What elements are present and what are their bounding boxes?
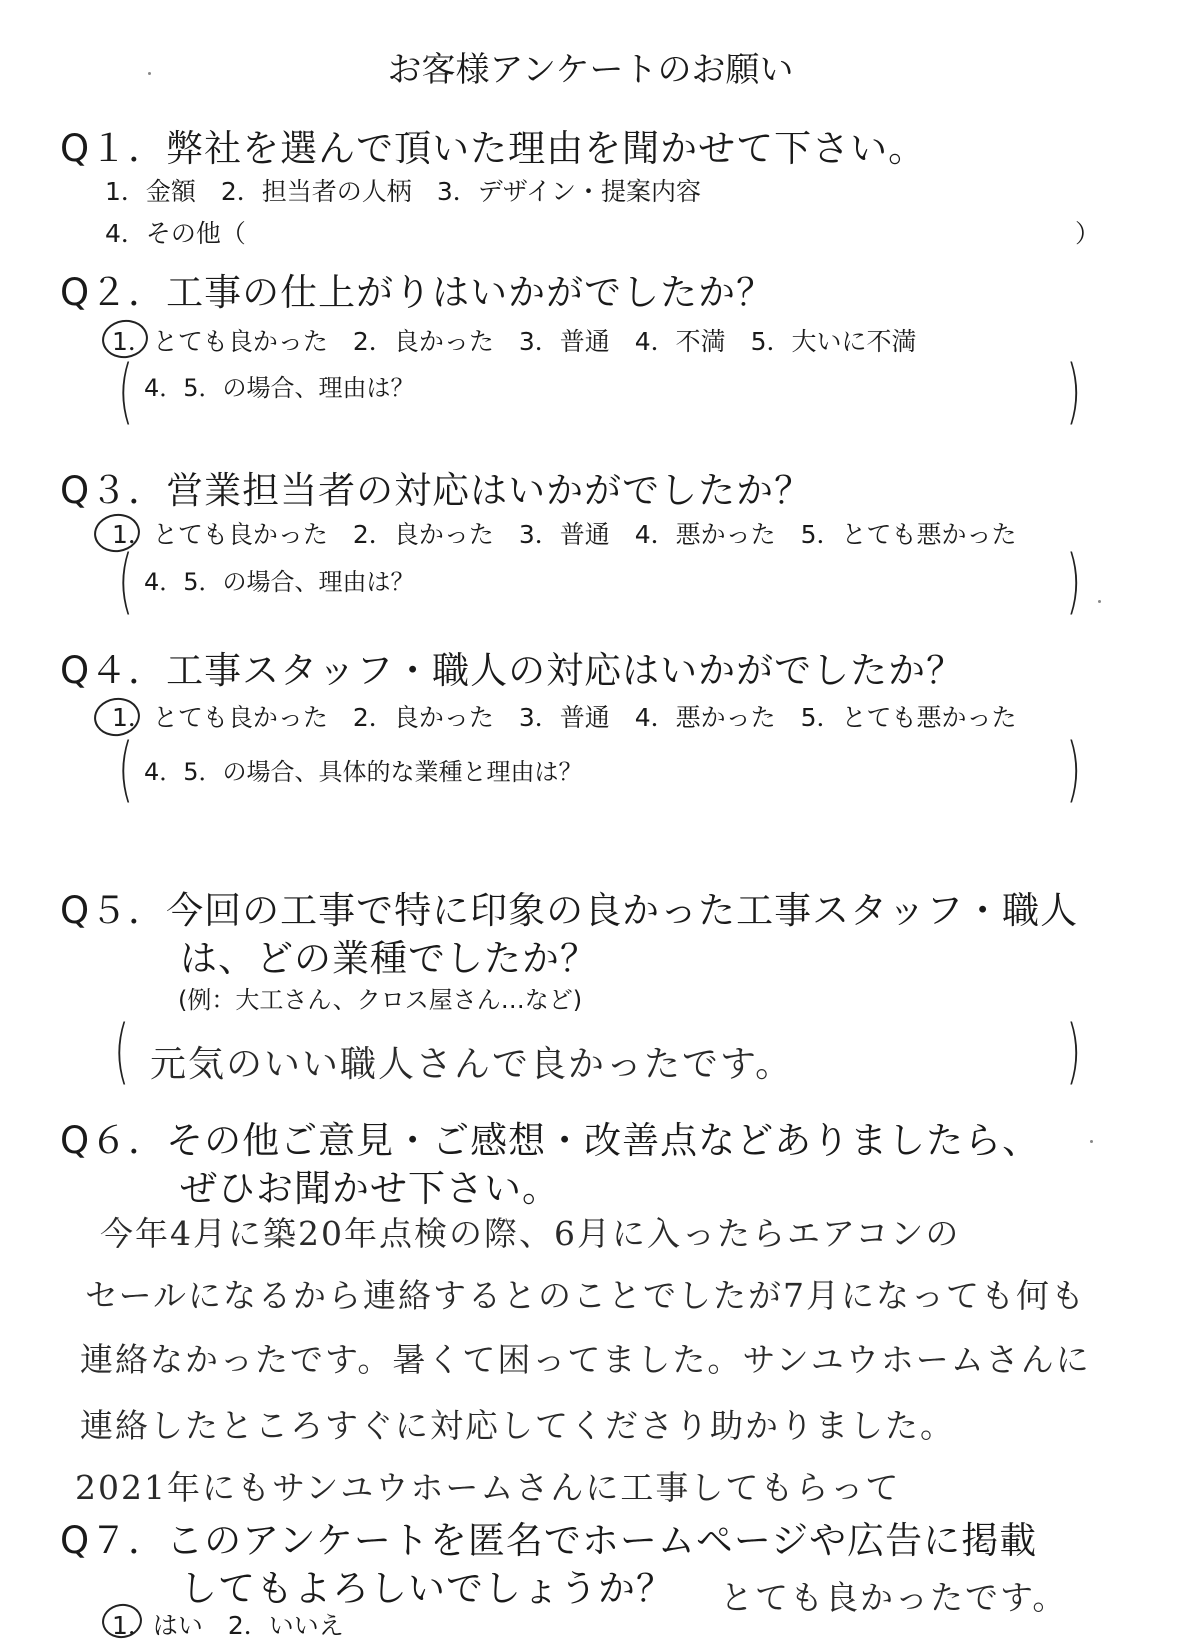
q1-question: Q１．弊社を選んで頂いた理由を聞かせて下さい。 — [60, 127, 927, 170]
q7-handwritten-note: とても良かったです。 — [720, 1578, 1068, 1617]
q4-options: 1．とても良かった 2．良かった 3．普通 4．悪かった 5．とても悪かった — [112, 703, 1017, 732]
q6-question-line2: ぜひお聞かせ下さい。 — [180, 1167, 560, 1210]
q2-options: 1．とても良かった 2．良かった 3．普通 4．不満 5．大いに不満 — [112, 327, 917, 356]
q4-question: Q４．工事スタッフ・職人の対応はいかがでしたか？ — [60, 649, 965, 692]
q2-reason-label: 4．5．の場合、理由は？ — [144, 374, 415, 402]
q5-question-line1: Q５．今回の工事で特に印象の良かった工事スタッフ・職人 — [60, 889, 1079, 932]
q3-options: 1．とても良かった 2．良かった 3．普通 4．悪かった 5．とても悪かった — [112, 520, 1017, 549]
q5-example: (例：大工さん、クロス屋さん…など) — [178, 986, 583, 1014]
q5-question-line2: は、どの業種でしたか？ — [180, 937, 598, 980]
q2-close-paren: ) — [1066, 350, 1082, 432]
q3-question: Q３．営業担当者の対応はいかがでしたか？ — [60, 469, 813, 512]
scan-speck — [1098, 600, 1101, 603]
q7-options: 1．はい 2．いいえ — [112, 1611, 344, 1640]
q4-close-paren: ) — [1066, 728, 1082, 810]
q6-answer-line-1: 今年4月に築20年点検の際、6月に入ったらエアコンの — [100, 1214, 961, 1253]
scan-speck — [148, 72, 151, 75]
q1-other-option: 4．その他（ — [105, 219, 246, 248]
scan-speck — [1090, 1140, 1093, 1143]
q3-close-paren: ) — [1066, 540, 1082, 622]
q1-options: 1．金額 2．担当者の人柄 3．デザイン・提案内容 — [105, 177, 701, 206]
q5-close-paren: ) — [1066, 1010, 1082, 1092]
q4-reason-label: 4．5．の場合、具体的な業種と理由は？ — [144, 758, 583, 786]
q4-open-paren: ( — [118, 728, 134, 810]
q6-answer-line-4: 連絡したところすぐに対応してくださり助かりました。 — [80, 1406, 955, 1445]
q6-answer-line-3: 連絡なかったです。暑くて困ってました。サンユウホームさんに — [80, 1340, 1091, 1379]
q5-open-paren: ( — [114, 1010, 130, 1092]
survey-title: お客様アンケートのお願い — [387, 50, 794, 90]
q2-open-paren: ( — [118, 350, 134, 432]
q6-answer-line-2: セールになるから連絡するとのことでしたが7月になっても何も — [85, 1276, 1087, 1315]
q6-question-line1: Q６．その他ご意見・ご感想・改善点などありましたら、 — [60, 1119, 1041, 1162]
q1-close-paren: ） — [1075, 219, 1101, 248]
q2-question: Q２．工事の仕上がりはいかがでしたか？ — [60, 271, 775, 314]
q3-reason-label: 4．5．の場合、理由は？ — [144, 568, 415, 596]
q7-question-line2: してもよろしいでしょうか？ — [180, 1567, 674, 1610]
q3-open-paren: ( — [118, 540, 134, 622]
q6-answer-line-5: 2021年にもサンユウホームさんに工事してもらって — [75, 1468, 901, 1507]
q7-question-line1: Q７．このアンケートを匿名でホームページや広告に掲載 — [60, 1519, 1038, 1562]
q5-handwritten-answer: 元気のいい職人さんで良かったです。 — [150, 1044, 794, 1085]
